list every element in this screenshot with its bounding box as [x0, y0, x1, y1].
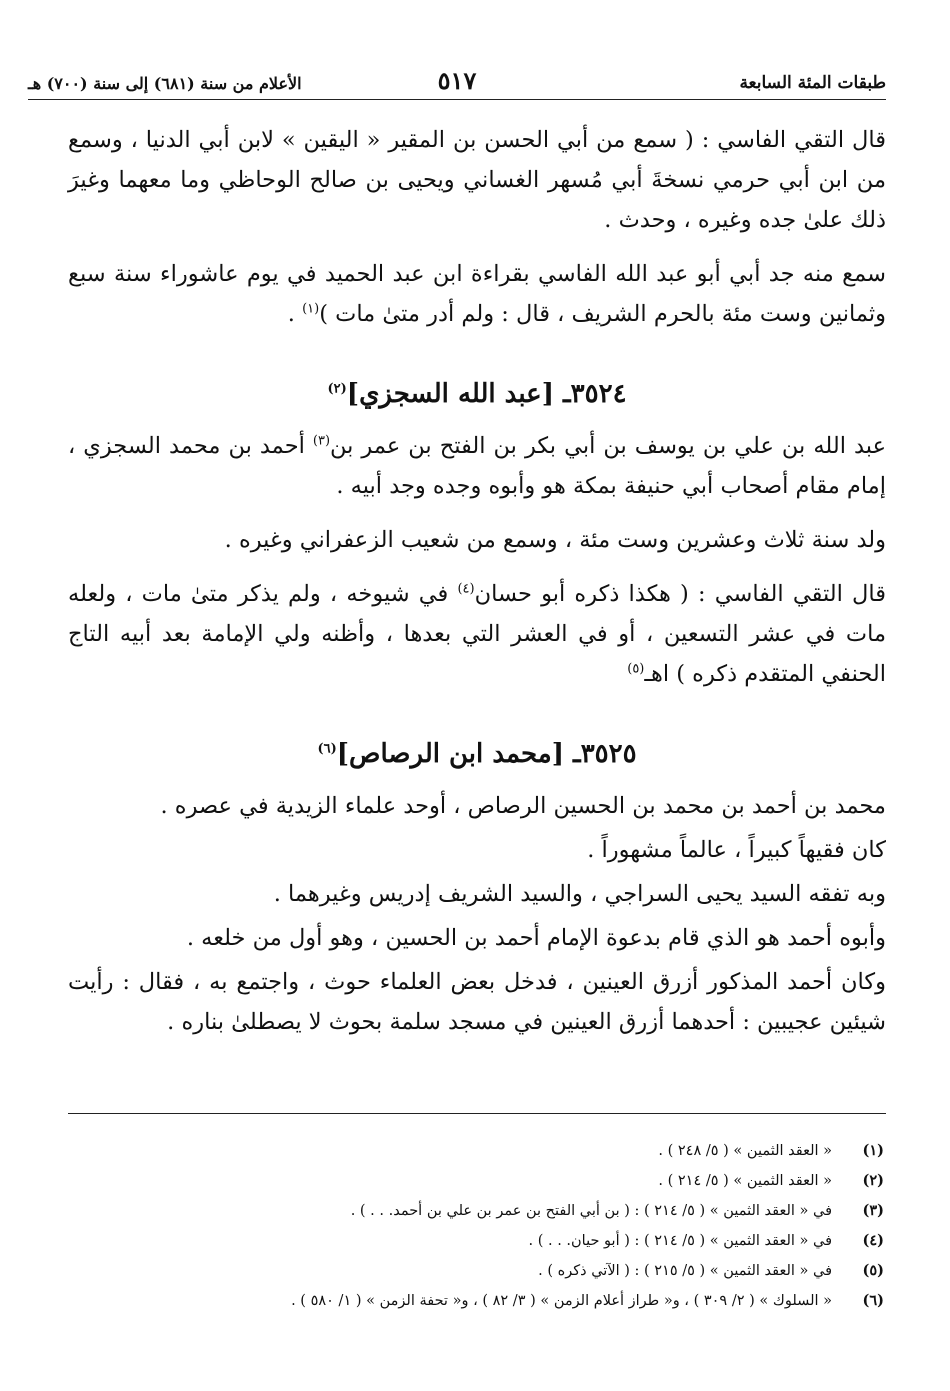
paragraph: محمد بن أحمد بن محمد بن الحسين الرصاص ، أوحد علماء الزيدية في عصره .	[160, 793, 886, 819]
paragraph: كان فقيهاً كبيراً ، عالماً مشهوراً .	[587, 837, 886, 863]
main-text	[68, 120, 886, 1046]
paragraph: وبه تفقه السيد يحيى السراجي ، والسيد الشريف إدريس وغيرهما .	[273, 881, 886, 907]
footnote-text: « العقد الثمين » ( ٥/ ٢٤٨ ) .	[658, 1143, 832, 1159]
footnote	[68, 1226, 884, 1256]
footnote-ref[interactable]: (٦)	[317, 741, 337, 757]
footnote	[68, 1256, 884, 1286]
footnote-number: (١)	[862, 1142, 884, 1159]
running-header	[28, 60, 886, 100]
footnote-ref[interactable]: (٤)	[457, 581, 475, 597]
paragraph: قال التقي الفاسي : ( سمع من أبي الحسن بن المقير « اليقين » لابن أبي الدنيا ، وسمع من ابن أبي حرمي نسخةَ أبي مُسهر الغساني ويحيى بن صالح الوحاظي وما معهما وغيرَ ذلك علىٰ جده وغيره ، وحدث .	[68, 127, 886, 233]
footnote-number: (٦)	[862, 1292, 884, 1309]
footnote	[68, 1286, 884, 1316]
footnote-number: (٢)	[862, 1172, 884, 1189]
footnote-text: « العقد الثمين » ( ٥/ ٢١٤ ) .	[658, 1173, 832, 1189]
entry-title-3525: ٣٥٢٥ـ [محمد ابن الرصاص]$^{(٦)}$	[317, 739, 637, 769]
footnote-text: في « العقد الثمين » ( ٥/ ٢١٤ ) : ( أبو حيان. . . ) .	[528, 1233, 832, 1249]
footnote-number: (٤)	[862, 1232, 884, 1249]
paragraph: وكان أحمد المذكور أزرق العينين ، فدخل بعض العلماء حوث ، واجتمع به ، فقال : رأيت شيئين عجيبين : أحدهما أزرق العينين في مسجد سلمة بحوث لا يصطلىٰ بناره .	[68, 969, 886, 1035]
entry-title-3524: ٣٥٢٤ـ [عبد الله السجزي]$^{(٢)}$	[327, 379, 627, 409]
footnote	[68, 1166, 884, 1196]
header-section-title: طبقات المئة السابعة	[739, 73, 886, 93]
footnote-text: في « العقد الثمين » ( ٥/ ٢١٤ ) : ( بن أبي الفتح بن عمر بن علي بن أحمد. . . ) .	[350, 1203, 832, 1219]
footnote-text: « السلوك » ( ٢/ ٣٠٩ ) ، و« طراز أعلام الزمن » ( ٣/ ٨٢ ) ، و« تحفة الزمن » ( ١/ ٥٨٠ ) .	[291, 1293, 832, 1309]
footnotes	[68, 1136, 884, 1316]
paragraph: سمع منه جد أبي أبو عبد الله الفاسي بقراءة ابن عبد الحميد في يوم عاشوراء سنة سبع وثمانين وست مئة بالحرم الشريف ، قال : ولم أدر متىٰ مات )$^{(١)}$ .	[68, 261, 886, 327]
footnote-divider	[68, 1113, 886, 1114]
footnote	[68, 1136, 884, 1166]
footnote-number: (٣)	[862, 1202, 884, 1219]
page-number: ٥١٧	[437, 66, 477, 95]
paragraph: ولد سنة ثلاث وعشرين وست مئة ، وسمع من شعيب الزعفراني وغيره .	[224, 527, 886, 553]
footnote-text: في « العقد الثمين » ( ٥/ ٢١٥ ) : ( الآتي ذكره ) .	[538, 1263, 832, 1279]
footnote-number: (٥)	[862, 1262, 884, 1279]
footnote-ref[interactable]: (٣)	[312, 433, 331, 449]
footnote	[68, 1196, 884, 1226]
paragraph: قال التقي الفاسي : ( هكذا ذكره أبو حسان$^{(٤)}$ في شيوخه ، ولم يذكر متىٰ مات ، ولعله مات في عشر التسعين ، أو في العشر التي بعدها ، وأظنه ولي الإمامة بعد أبيه التاج الحنفي المتقدم ذكره ) اهـ$^{(٥)}$	[68, 581, 886, 687]
footnote-ref[interactable]: (٢)	[327, 381, 347, 397]
paragraph: وأبوه أحمد هو الذي قام بدعوة الإمام أحمد بن الحسين ، وهو أول من خلعه .	[186, 925, 886, 951]
footnote-ref[interactable]: (١)	[302, 301, 320, 317]
header-range-title: الأعلام من سنة (٦٨١) إلى سنة (٧٠٠) هـ	[28, 74, 302, 93]
paragraph: عبد الله بن علي بن يوسف بن أبي بكر بن الفتح بن عمر بن$^{(٣)}$ أحمد بن محمد السجزي ، إمام مقام أصحاب أبي حنيفة بمكة هو وأبوه وجده وجد أبيه .	[68, 433, 886, 499]
footnote-ref[interactable]: (٥)	[627, 661, 645, 677]
